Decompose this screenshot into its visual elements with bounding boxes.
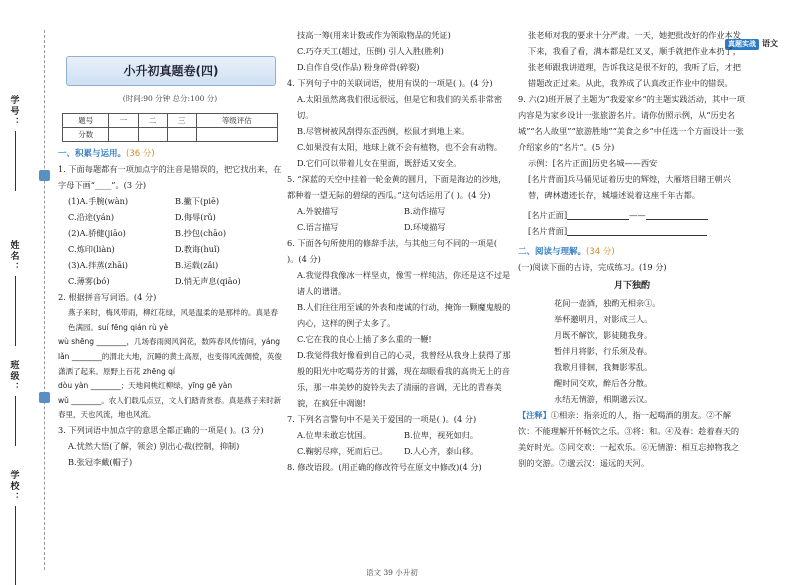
question-2-passage-line: wǔ ________。农人们载瓜点豆，文人们踏青赏春。真是燕子来时新春里，天也风流，地也风流。 [58,395,282,420]
question-9: 9. 六(2)班开展了主题为“我爱家乡”的主题实践活动，其中一项内容是为家乡设计一张旅游名片。请你仿照示例，从“历史名城”“名人故里”“旅游胜地”“美食之乡”中任选一个方面设计一张介绍家乡的“名片”。(5 分) [518,93,745,152]
option: D.环境描写 [404,221,446,232]
score-row-label: 分数 [63,127,109,141]
binding-field-label: 学号： [8,95,19,128]
option: B.撇下(piē) [175,196,220,207]
binding-field-line[interactable] [15,506,16,585]
binding-field[interactable] [4,470,26,585]
option: C.它在我的良心上插了多么重的一鞭! [297,333,432,344]
option: A.位卑未敢忘忧国。 [297,429,372,440]
question-1-options [58,194,282,290]
option: D.教诲(huǐ) [175,244,220,255]
score-table [62,113,278,142]
question-9-example-back: [名片背面]兵马俑见证着历史的辉煌，大雁塔目睹王朝兴替，碑林遗迹长存，城墙述说着这座千年古都。 [528,173,731,200]
score-header-cell: 题号 [63,113,109,127]
option: C.如果没有太阳，地球上就不会有植物，也不会有动物。 [297,141,503,152]
seal-mark [39,170,50,181]
option: C.语言描写 [297,221,339,232]
cut-line [44,30,45,570]
question-6: 6. 下面各句所使用的修辞手法，与其他三句不同的一项是( )。(4 分) [287,237,498,264]
question-6-options [287,268,511,412]
option: C.炼印(liàn) [68,244,115,255]
seal-mark [39,392,50,403]
card-front-blank-2[interactable] [646,211,708,220]
poem-line: 我歌月徘徊，我舞影零乱。 [554,361,653,372]
option: B.抄包(chāo) [175,228,227,239]
column-3 [518,28,746,472]
question-3-option-b-cont: 技高一筹(用来计数或作为领取物品的凭证) [297,30,451,40]
card-dash: —— [629,209,646,220]
poem-line: 花间一壶酒，独酌无相亲①。 [554,297,661,308]
question-5-options [287,204,511,236]
score-header-cell: 二 [138,113,167,127]
score-cell[interactable] [196,127,277,141]
score-cell[interactable] [138,127,167,141]
card-back-label: [名片背面] [528,225,568,236]
exam-title: 小升初真题卷(四) [66,56,276,86]
section-heading: 二、阅读与理解。(34 分) [518,246,615,257]
option: D.侮辱(rǔ) [175,212,216,223]
option: B.位卑，视死如归。 [404,429,479,440]
question-5: 5. “深蓝的天空中挂着一轮金黄的圆月，下面是海边的沙地，都种着一望无际的碧绿的西瓜。”这句话运用了( )。(4 分) [287,173,507,200]
question-3-option-b: B.张冠李戴(帽子) [68,457,133,468]
question-2-passage: 燕子来时，梅风带雨，柳红花绿，风是温柔的是那样的。真是春色满园。suí fēng qián rù yè [68,308,278,332]
column-1 [58,28,282,471]
option: D.人心齐，泰山移。 [404,445,479,456]
card-front-label: [名片正面] [528,209,568,220]
question-3-option-c: C.巧夺天工(超过，压倒) 引人入胜(胜利) [297,45,444,56]
brand-badge: 真题实战 [725,39,759,50]
binding-field-line[interactable] [15,396,16,446]
question-9-example: 示例：[名片正面]历史名城——西安 [528,157,658,168]
question-3-option-a: A.忧然大悟(了解，领会) 别出心裁(控制，抑制) [68,441,240,452]
poem-line: 醒时同交欢，醉后各分散。 [554,377,653,388]
card-front-blank[interactable] [567,211,629,220]
option: A.太阳虽然离我们很远很远，但是它和我们的关系非常密切。 [297,93,503,120]
option: A.我觉得我像冰一样坚贞，像雪一样纯洁，你还是这不过是诸人的谱谱。 [297,269,511,296]
question-3: 3. 下列词语中加点字的意思全都正确的一项是( )。(3 分) [58,425,264,436]
poem-title: 月下独酌 [613,281,650,292]
card-back-row [518,224,746,240]
option: B.人们往往用至诚的外表和虔诚的行动，掩饰一颗魔鬼般的内心，这样的例子太多了。 [297,301,511,328]
option: C.沿途(yán) [68,212,115,223]
binding-field-line[interactable] [15,131,16,191]
option: C.薄雾(bó) [68,276,110,287]
option: D.我觉得我好像看到自己的心灵，我曾经从我身上获得了那般的阳光中吃喝芬芳的甘露，现在却眼看我的高贵无上的音乐，那一串美妙的旋铃失去了清丽的音调，无比的青春美貌，在疯狂中凋谢! [297,349,511,408]
question-8: 8. 修改语段。(用正确的修改符号在原文中修改)(4 分) [287,461,482,472]
question-4: 4. 下列句子中的关联词语，使用有误的一项是( )。(4 分) [287,77,493,88]
binding-field[interactable] [4,360,26,446]
binding-field-line[interactable] [15,276,16,346]
page-number: 语文 39 小升初 [366,568,418,577]
exam-subtitle: (时间:90 分钟 总分:100 分) [122,94,218,103]
card-back-blank[interactable] [567,227,707,236]
section-heading: 一、积累与运用。(36 分) [58,148,155,159]
option: B.运载(zǎi) [175,260,219,271]
brand-subject: 语文 [762,38,778,48]
option: C.鞠躬尽瘁，死而后已。 [297,445,388,456]
binding-field-label: 学校： [8,470,19,503]
poem-line: 暂伴月将影，行乐须及春。 [554,345,653,356]
poem-line: 举杯邀明月，对影成三人。 [554,313,653,324]
reading-intro: (一)阅读下面的古诗，完成练习。(19 分) [518,262,667,273]
option: (3)A.拌蒸(zhāi) [68,260,128,271]
poem-notes: 【注释】①相亲：指亲近的人，指一起喝酒的朋友。②不解饮：不能理解开怀畅饮之乐。③将：和。④及春：趁着春天的美好时光。⑤同交欢：一起欢乐。⑥无情游：相互忘掉物我之别的交游。⑦邈云汉：遥远的天河。 [518,409,740,468]
poem-line: 永结无情游，相期邈云汉。 [554,393,653,404]
score-header-cell: 等级评估 [196,113,277,127]
question-2-passage-line: dòu yàn ________；天地间桃红柳绿，yīng gē yàn [58,381,233,391]
score-cell[interactable] [167,127,196,141]
column-2 [287,28,511,476]
option: B.动作描写 [404,205,446,216]
option: B.尽管树被风刮得东歪西倒，松鼠才到地上来。 [297,125,470,136]
binding-field-label: 姓名： [8,240,19,273]
question-7-options [287,428,511,460]
binding-field[interactable] [4,240,26,346]
score-header-cell: 三 [167,113,196,127]
question-1: 1. 下面每题都有一项加点字的注音是错误的，把它找出来，在字母下画“____”。(3 分) [58,164,282,191]
option: (2)A.骄健(jiāo) [68,228,126,239]
card-front-row [518,208,746,224]
binding-margin [0,0,58,585]
question-8-passage: 张老师对我的要求十分严肃。一天，她把批改好的作业本发下来，我看了看，满本都是红叉叉，顺手就把作业本扔了，张老师跟我讲道理，告诉我这是很不好的，我听了后，才把错题改正过来。从此，我养成了认真改正作业中的错误。 [528,30,741,88]
question-3-option-d: D.自作自受(作品) 粉身碎骨(碎裂) [297,61,420,72]
option: D.悄无声息(qiāo) [175,276,241,287]
binding-field-label: 班级： [8,360,19,393]
question-4-options [287,92,511,172]
binding-field[interactable] [4,95,26,191]
question-2-passage-line: wù shēng ________，几场春雨阅风润花，数阵春风传情问，yáng lǎn ________的渭北大地，沉睡的黄土高原，也变得风流倜傥，英俊潇洒了起来。原野上百花 zhēng qí [58,337,282,376]
option: (1)A.手腕(wàn) [68,196,129,207]
score-header-cell: 一 [109,113,138,127]
question-2: 2. 根据拼音写词语。(4 分) [58,292,157,303]
score-cell[interactable] [109,127,138,141]
poem-body [518,296,746,408]
poem-line: 月既不解饮，影徒随我身。 [554,329,653,340]
option: A.外貌描写 [297,205,339,216]
question-7: 7. 下列名言警句中不是关于爱国的一项是( )。(4 分) [287,413,477,424]
option: D.它们可以带着儿女在里面，既舒适又安全。 [297,157,462,168]
